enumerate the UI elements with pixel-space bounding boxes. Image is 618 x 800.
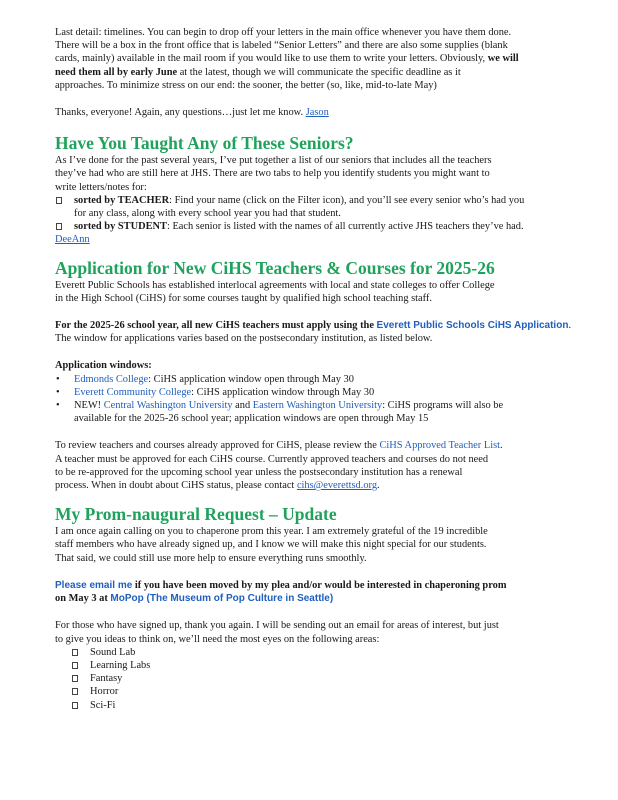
square-bullet-icon: [72, 675, 78, 682]
list-item: Sound Lab: [71, 646, 580, 659]
prom-heading: My Prom-naugural Request – Update: [55, 504, 337, 525]
square-bullet-icon: [72, 662, 78, 669]
timelines-section: Last detail: timelines. You can begin to drop off your letters in the main office whenever you have them done. There will be a box in the front office that is labeled “Senior Letters” and there are also some supplies (blank cards, mainly) available in the mail room if you would like to use them to write your letters. Obviously, we will need them all by early June at the latest, though we will communicate the specific deadline as it approaches. To minimize stress on our end: the sooner, the better (so, like, mid-to-late May) Thanks, everyone! Again, any questions…just let me know. Jason: [55, 26, 580, 119]
list-item: • NEW! Central Washington University and Eastern Washington University: CiHS programs will also be available for the 2025-26 school year; application windows are open through May 15: [56, 400, 504, 425]
prom-request: Please email me if you have been moved by my plea and/or would be interested in chaperoning prom: [55, 579, 507, 591]
list-item: Fantasy: [71, 672, 580, 685]
list-item: Sci-Fi: [71, 699, 580, 712]
cihs-section: Application for New CiHS Teachers & Courses for 2025-26 Everett Public Schools has established interlocal agreements with local and state colleges to offer College in the High School (CiHS) for some courses taught by qualified high school teaching staff. For the 2025-26 school year, all new CiHS teachers must apply using the Everett Public Schools CiHS Application. The window for applications varies based on the postsecondary institution, as listed below. Application windows: • Edmonds College: CiHS application window open through May 30 • Everett Community College: CiHS application window through May 30 • NEW! Central Washington University and Eastern Washington University: CiHS programs will also be available for the 2025-26 school year; application windows are open through May 15 To review teachers and courses already approved for CiHS, please review the CiHS Approved Teacher List. A teacher must be approved for each CiHS course. Currently approved teachers and courses do not need to be re-approved for the upcoming school year unless the postsecondary institution has a renewal process. When in doubt about CiHS status, please contact cihs@everettsd.org.: [55, 257, 580, 493]
cihs-requirement: For the 2025-26 school year, all new CiHS teachers must apply using the Everett Public Schools CiHS Application. The window for applications varies based on the postsecondary institution, as listed below.: [55, 320, 572, 345]
email-me-link[interactable]: Please email me: [55, 579, 133, 591]
square-bullet-icon: [72, 649, 78, 656]
everett-cc-link[interactable]: Everett Community College: [74, 386, 192, 398]
mopop-link[interactable]: MoPop (The Museum of Pop Culture in Seattle): [110, 593, 334, 605]
list-item: • Edmonds College: CiHS application window open through May 30: [56, 373, 354, 385]
list-item: Horror: [71, 685, 580, 698]
newsletter-page: [55, 26, 580, 712]
bullet-icon: •: [56, 400, 60, 412]
windows-label: Application windows:: [55, 360, 152, 372]
approved-teacher-list-link[interactable]: CiHS Approved Teacher List: [379, 440, 501, 452]
prom-section: My Prom-naugural Request – Update I am once again calling on you to chaperone prom this year. I am extremely grateful of the 19 incredible staff members who have already signed up, and I know we will make this night special for our students. That said, we could still use more help to ensure everything runs smoothly. Please email me if you have been moved by my plea and/or would be interested in chaperoning prom on May 3 at MoPop (The Museum of Pop Culture in Seattle) For those who have signed up, thank you again. I will be sending out an email for areas of interest, but just to give you ideas to think on, we’ll need the most eyes on the following areas: Sound Lab Learning Labs Fantasy Horror Sci-Fi: [55, 503, 580, 711]
cwu-link[interactable]: Central Washington University: [103, 400, 233, 412]
jason-link[interactable]: Jason: [305, 107, 329, 119]
square-bullet-icon: [56, 197, 62, 204]
areas-list: [55, 646, 580, 712]
seniors-heading: Have You Taught Any of These Seniors?: [55, 133, 354, 154]
seniors-section: Have You Taught Any of These Seniors? As I’ve done for the past several years, I’ve put together a list of our seniors that includes all the teachers they’ve had who are still here at JHS. There are two tabs to help you identify students you might want to write letters/notes for: sorted by TEACHER: Find your name (click on the Filter icon), and you’ll see every senior who’s had you for any class, along with every school year you had that student. sorted by STUDENT: Each senior is listed with the names of all currently active JHS teachers they’ve had. DeeAnn: [55, 132, 580, 246]
bullet-icon: •: [56, 386, 60, 398]
list-item: Learning Labs: [71, 659, 580, 672]
list-item: sorted by STUDENT: Each senior is listed with the names of all currently active JHS teachers they’ve had.: [55, 220, 580, 233]
cihs-application-link[interactable]: Everett Public Schools CiHS Application: [376, 320, 569, 332]
timelines-text: Last detail: timelines. You can begin to drop off your letters in the main office whenever you have them done.: [55, 27, 512, 38]
square-bullet-icon: [72, 688, 78, 695]
seniors-list: [55, 194, 580, 234]
list-item: • Everett Community College: CiHS application window through May 30: [56, 386, 375, 398]
edmonds-college-link[interactable]: Edmonds College: [74, 373, 149, 385]
bullet-icon: •: [56, 373, 60, 385]
deadline-text: need them all by early June: [55, 66, 178, 78]
deeann-link[interactable]: DeeAnn: [55, 234, 90, 246]
square-bullet-icon: [56, 223, 62, 230]
thanks-line: Thanks, everyone! Again, any questions…just let me know. Jason: [55, 107, 329, 119]
ewu-link[interactable]: Eastern Washington University: [252, 400, 383, 412]
windows-list: [55, 373, 580, 426]
cihs-heading: Application for New CiHS Teachers & Courses for 2025-26: [55, 257, 495, 278]
list-item: sorted by TEACHER: Find your name (click on the Filter icon), and you’ll see every senior who’s had you for any class, along with every school year you had that student.: [55, 194, 580, 220]
cihs-email-link[interactable]: cihs@everettsd.org: [296, 480, 378, 492]
square-bullet-icon: [72, 702, 78, 709]
